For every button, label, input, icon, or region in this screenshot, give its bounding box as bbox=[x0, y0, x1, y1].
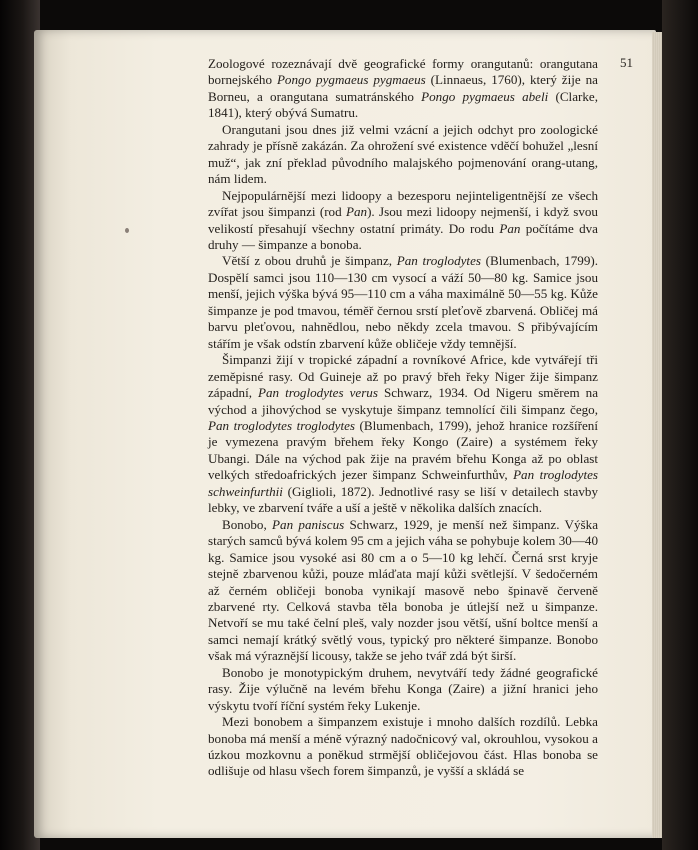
taxon-name: Pan troglodytes verus bbox=[258, 385, 378, 401]
text-run: Schwarz, 1934. Od Nigeru směrem na východ a jihovýchod se vyskytuje šimpanz temnolící čili šimpanz čego, bbox=[208, 385, 599, 417]
text-run: (Linnaeus, 1760), který žije na Borneu, a orangutana sumatránského bbox=[208, 72, 598, 104]
taxon-name: Pan troglodytes bbox=[396, 253, 481, 269]
text-run: (Giglioli, 1872). Jednotlivé rasy se liší v detailech stavby lebky, ve zbarvení tváře a uší a ještě v několika dalších znacích. bbox=[208, 483, 598, 516]
text-run: počítáme dva druhy — šimpanze a bonoba. bbox=[208, 220, 598, 252]
text-run: Mezi bonobem a šimpanzem existuje i mnoho dalších rozdílů. Lebka bonoba má menší a méně výrazný nadočnicový val, okrouhlou, vysokou a úzkou mozkovnu a poněkud strmější obličejovou část. Hlas bonoba se odlišuje od hlasu všech forem šimpanzů, je vyšší a skládá se bbox=[208, 714, 598, 779]
paragraph bbox=[208, 188, 598, 254]
text-run: Bonobo je monotypickým druhem, nevytváří tedy žádné geografické rasy. Žije výlučně na levém břehu Konga (Zaire) a jižní hranici jeho výskytu tvoří říční systém řeky Lukenje. bbox=[208, 664, 598, 713]
background-right bbox=[662, 0, 698, 850]
text-run: Zoologové rozeznávají dvě geografické formy orangutanů: orangutana bornejského bbox=[208, 56, 598, 88]
page-number: 51 bbox=[620, 55, 633, 70]
paragraph bbox=[208, 122, 598, 188]
text-run: Větší z obou druhů je šimpanz, bbox=[222, 253, 397, 269]
text-run: Schwarz, 1929, je menší než šimpanz. Výška starých samců bývá kolem 95 cm a jejich váha se pohybuje kolem 30—40 kg. Samice jsou vysoké asi 80 cm a o 5—10 kg lehčí. Černá srst kryje stejně zbarvenou kůži, pouze mláďata mají kůži světlejší. V šedočerném až černém obličeji bonoba vynikají masově nebo špinavě červeně zbarvené rty. Celková stavba těla bonoba je útlejší než u šimpanze. Netvoří se mu také čelní pleš, valy nozder jsou větší, ušní boltce menší a samci nemají krátký světlý vous, typický pro některé šimpanze. Bonobo však má výraznější licousy, takže se jeho tvář zdá být širší. bbox=[208, 516, 599, 664]
taxon-name: Pongo pygmaeus abeli bbox=[421, 88, 549, 104]
page-blemish bbox=[125, 228, 129, 233]
page-stack-edges bbox=[652, 32, 662, 838]
taxon-name: Pan bbox=[345, 204, 368, 220]
paragraph bbox=[208, 714, 598, 780]
taxon-name: Pan troglodytes schweinfurthii bbox=[208, 467, 598, 499]
paragraph bbox=[208, 56, 598, 122]
text-run: Nejpopulárnější mezi lidoopy a bezesporu nejinteligentnější ze všech zvířat jsou šimpanzi (rod bbox=[208, 187, 598, 220]
paragraph bbox=[208, 352, 598, 517]
text-run: ). Jsou mezi lidoopy nejmenší, i když svou velikostí přesahují všechny ostatní primáty. Do rodu bbox=[208, 204, 598, 236]
text-run: Orangutani jsou dnes již velmi vzácní a jejich odchyt pro zoologické zahrady je přísně zakázán. Za ohrožení své existence vděčí bohužel „lesní muž“, jak zní překlad původního malajského pojmenování orang-utang, nám lidem. bbox=[208, 121, 598, 187]
taxon-name: Pongo pygmaeus pygmaeus bbox=[276, 72, 426, 88]
paragraph bbox=[208, 665, 598, 714]
taxon-name: Pan bbox=[499, 220, 521, 236]
text-run: Bonobo, bbox=[222, 516, 273, 532]
text-run: Šimpanzi žijí v tropické západní a rovníkové Africe, kde vytvářejí tři zeměpisné rasy. Od Guineje až po pravý břeh řeky Niger žije šimpanz západní, bbox=[208, 352, 598, 401]
text-run: (Blumenbach, 1799). Dospělí samci jsou 110—130 cm vysocí a váží 50—80 kg. Samice jsou menší, jejich výška bývá 95—110 cm a váha maximálně 50—55 kg. Kůže šimpanze je pod tmavou, téměř černou srstí pleťově zbarvená. Obličej má barvu pleťovou, nahnědlou, nebo někdy zcela tmavou. S přibývajícím stářím je však odstín zbarvení kůže obličeje vždy temnější. bbox=[208, 253, 599, 351]
text-run: (Clarke, 1841), který obývá Sumatru. bbox=[208, 88, 598, 121]
taxon-name: Pan troglodytes troglodytes bbox=[208, 417, 356, 433]
body-text bbox=[208, 56, 598, 780]
text-run: (Blumenbach, 1799), jehož hranice rozšíření je vymezena pravým břehem řeky Kongo (Zaire) a systémem řeky Ubangi. Dále na východ pak žije na pravém břehu Konga až po oblast velkých středoafrických jezer šimpanz Schweinfurthův, bbox=[208, 417, 598, 483]
paragraph bbox=[208, 253, 598, 352]
paragraph bbox=[208, 517, 598, 665]
taxon-name: Pan paniscus bbox=[272, 516, 345, 532]
